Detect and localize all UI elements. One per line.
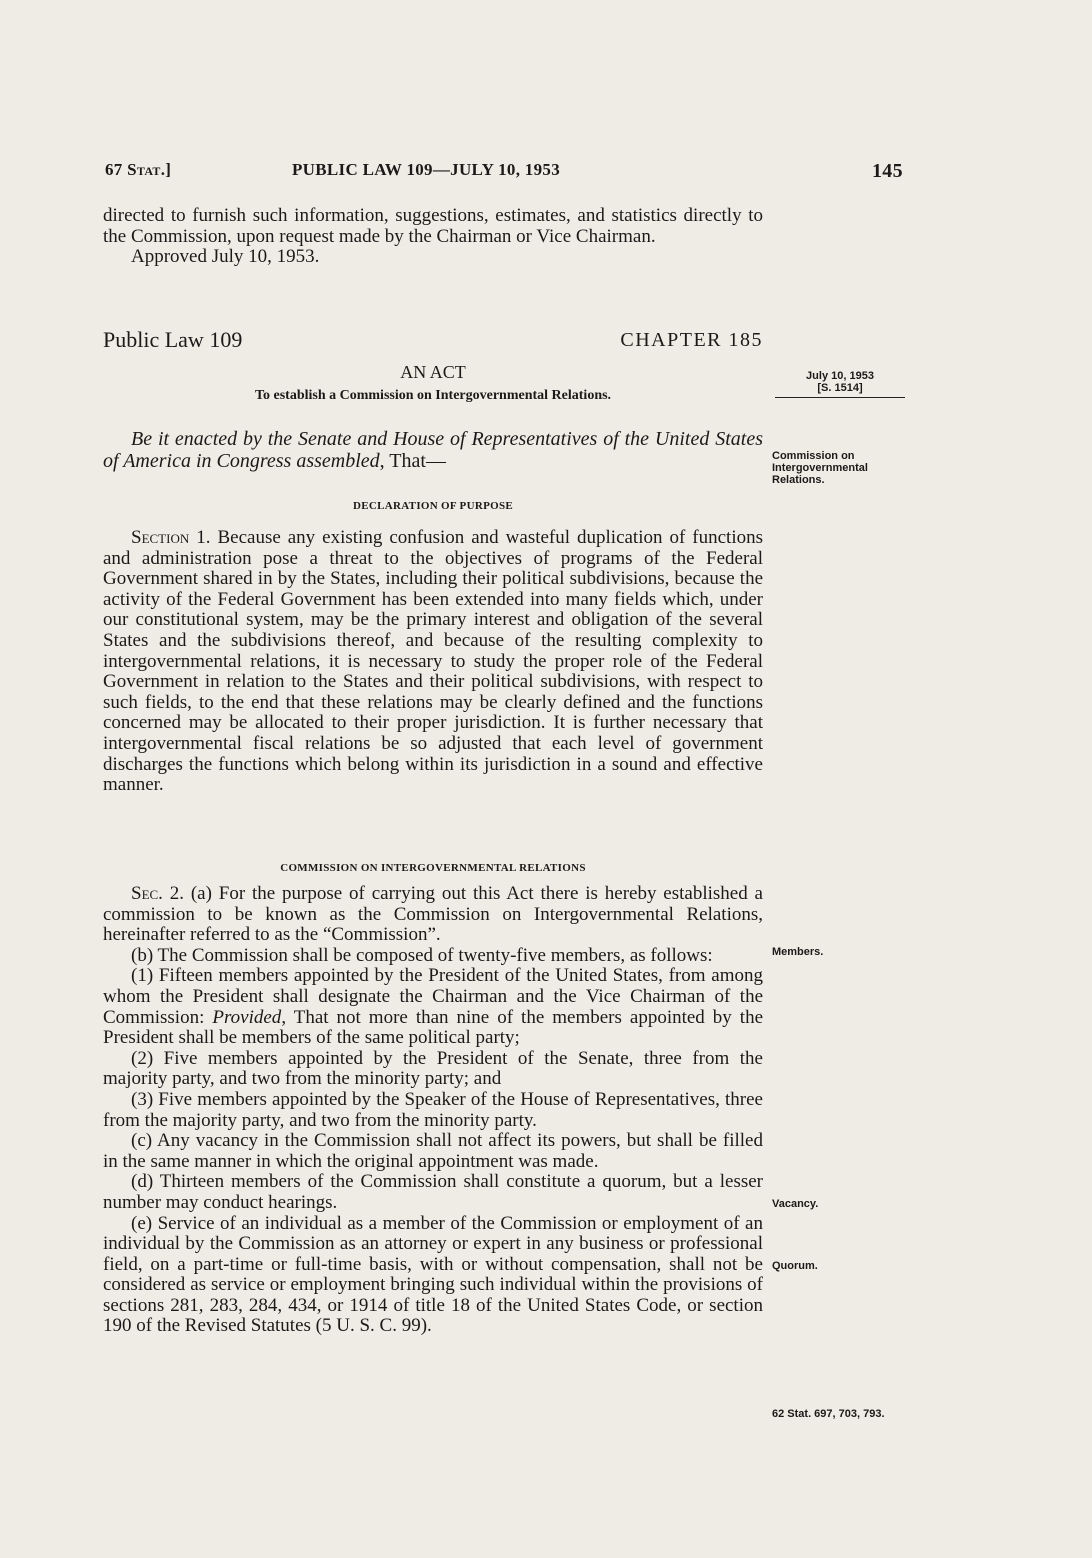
enacting-clause (103, 428, 763, 472)
declaration-heading: DECLARATION OF PURPOSE (353, 500, 513, 512)
enacting-clause-italic: Be it enacted by the Senate and House of Representatives of the United States of America in Congress assembled (103, 428, 763, 472)
margin-commission-note: Commission on Intergovernmental Relations. (772, 450, 868, 486)
running-title: PUBLIC LAW 109—JULY 10, 1953 (292, 160, 561, 179)
section-2-d: (d) Thirteen members of the Commission shall constitute a quorum, but a lesser number may conduct hearings. (103, 1171, 763, 1213)
section-1 (103, 528, 763, 796)
carryover-paragraph: directed to furnish such information, suggestions, estimates, and statistics directly to the Commission, upon request made by the Chairman or Vice Chairman. (103, 205, 763, 247)
margin-quorum-note: Quorum. (772, 1260, 818, 1272)
section-2-b-3: (3) Five members appointed by the Speaker of the House of Representatives, three from the majority party, and two from the minority party. (103, 1088, 763, 1131)
section-2-b-1-pre: (1) Fifteen members appointed by the President of the United States, from among whom the President shall designate the Chairman and the Vice Chairman of the Commission: (103, 965, 763, 1028)
margin-bill-number: [S. 1514] (775, 382, 905, 398)
margin-date-note (775, 370, 905, 398)
section-2-b-1-post: , That not more than nine of the members appointed by the President shall be members of the same political party; (103, 1006, 763, 1049)
margin-members-note: Members. (772, 946, 824, 958)
section-2-b: (b) The Commission shall be composed of twenty-five members, as follows: (131, 944, 713, 966)
section-2-a-text: (a) For the purpose of carrying out this Act there is hereby established a commission to be known as the Commission on Intergovernmental Relations, hereinafter referred to as the “Commission”. (103, 883, 763, 946)
provided-term: Provided (212, 1006, 282, 1028)
section-2 (103, 884, 763, 1337)
commission-heading: COMMISSION ON INTERGOVERNMENTAL RELATIONS (280, 862, 586, 874)
page-number: 145 (872, 160, 903, 182)
margin-statute-reference: 62 Stat. 697, 703, 793. (772, 1408, 885, 1420)
an-act-heading: AN ACT (400, 362, 466, 382)
approval-date: Approved July 10, 1953. (131, 246, 320, 268)
margin-vacancy-note: Vacancy. (772, 1198, 819, 1210)
act-subtitle: To establish a Commission on Intergovernmental Relations. (254, 388, 612, 403)
law-chapter-line (103, 327, 763, 352)
margin-date: July 10, 1953 (806, 370, 874, 382)
volume-reference: 67 Stat.] (105, 160, 172, 179)
section-2-label: Sec. 2. (131, 883, 185, 904)
section-2-c: (c) Any vacancy in the Commission shall not affect its powers, but shall be filled in the same manner in which the original appointment was made. (103, 1130, 763, 1172)
public-law-number: Public Law 109 (103, 327, 243, 352)
section-2-b-1 (103, 966, 763, 1048)
section-1-label: Section 1. (131, 527, 211, 548)
section-2-a (103, 884, 763, 946)
carryover-block (103, 206, 763, 268)
section-1-text: Because any existing confusion and wasteful duplication of functions and administration pose a threat to the objectives of programs of the Federal Government shared in by the States, including their political subdivisions, because the activity of the Federal Government has been extended into many fields which, under our constitutional system, may be the primary interest and obligation of the several States and the subdivisions thereof, and because of the resulting complexity to intergovernmental relations, it is necessary to study the proper role of the Federal Government in relation to the States and their political subdivisions, with respect to such fields, to the end that these relations may be clearly defined and the functions concerned may be allocated to their proper jurisdiction. It is further necessary that intergovernmental fiscal relations be so adjusted that each level of government discharges the functions which belong within its jurisdiction in a sound and effective manner. (103, 527, 764, 796)
chapter-number: CHAPTER 185 (620, 329, 763, 351)
enacting-clause-tail: , That— (379, 450, 446, 472)
section-2-b-2: (2) Five members appointed by the President of the Senate, three from the majority party, and two from the minority party; and (103, 1047, 763, 1090)
section-2-e: (e) Service of an individual as a member of the Commission or employment of an individual by the Commission as an attorney or expert in any business or professional field, on a part-time or full-time basis, with or without compensation, shall not be considered as service or employment bringing such individual within the provisions of sections 281, 283, 284, 434, or 1914 of title 18 of the United States Code, or section 190 of the Revised Statutes (5 U. S. C. 99). (103, 1212, 763, 1337)
